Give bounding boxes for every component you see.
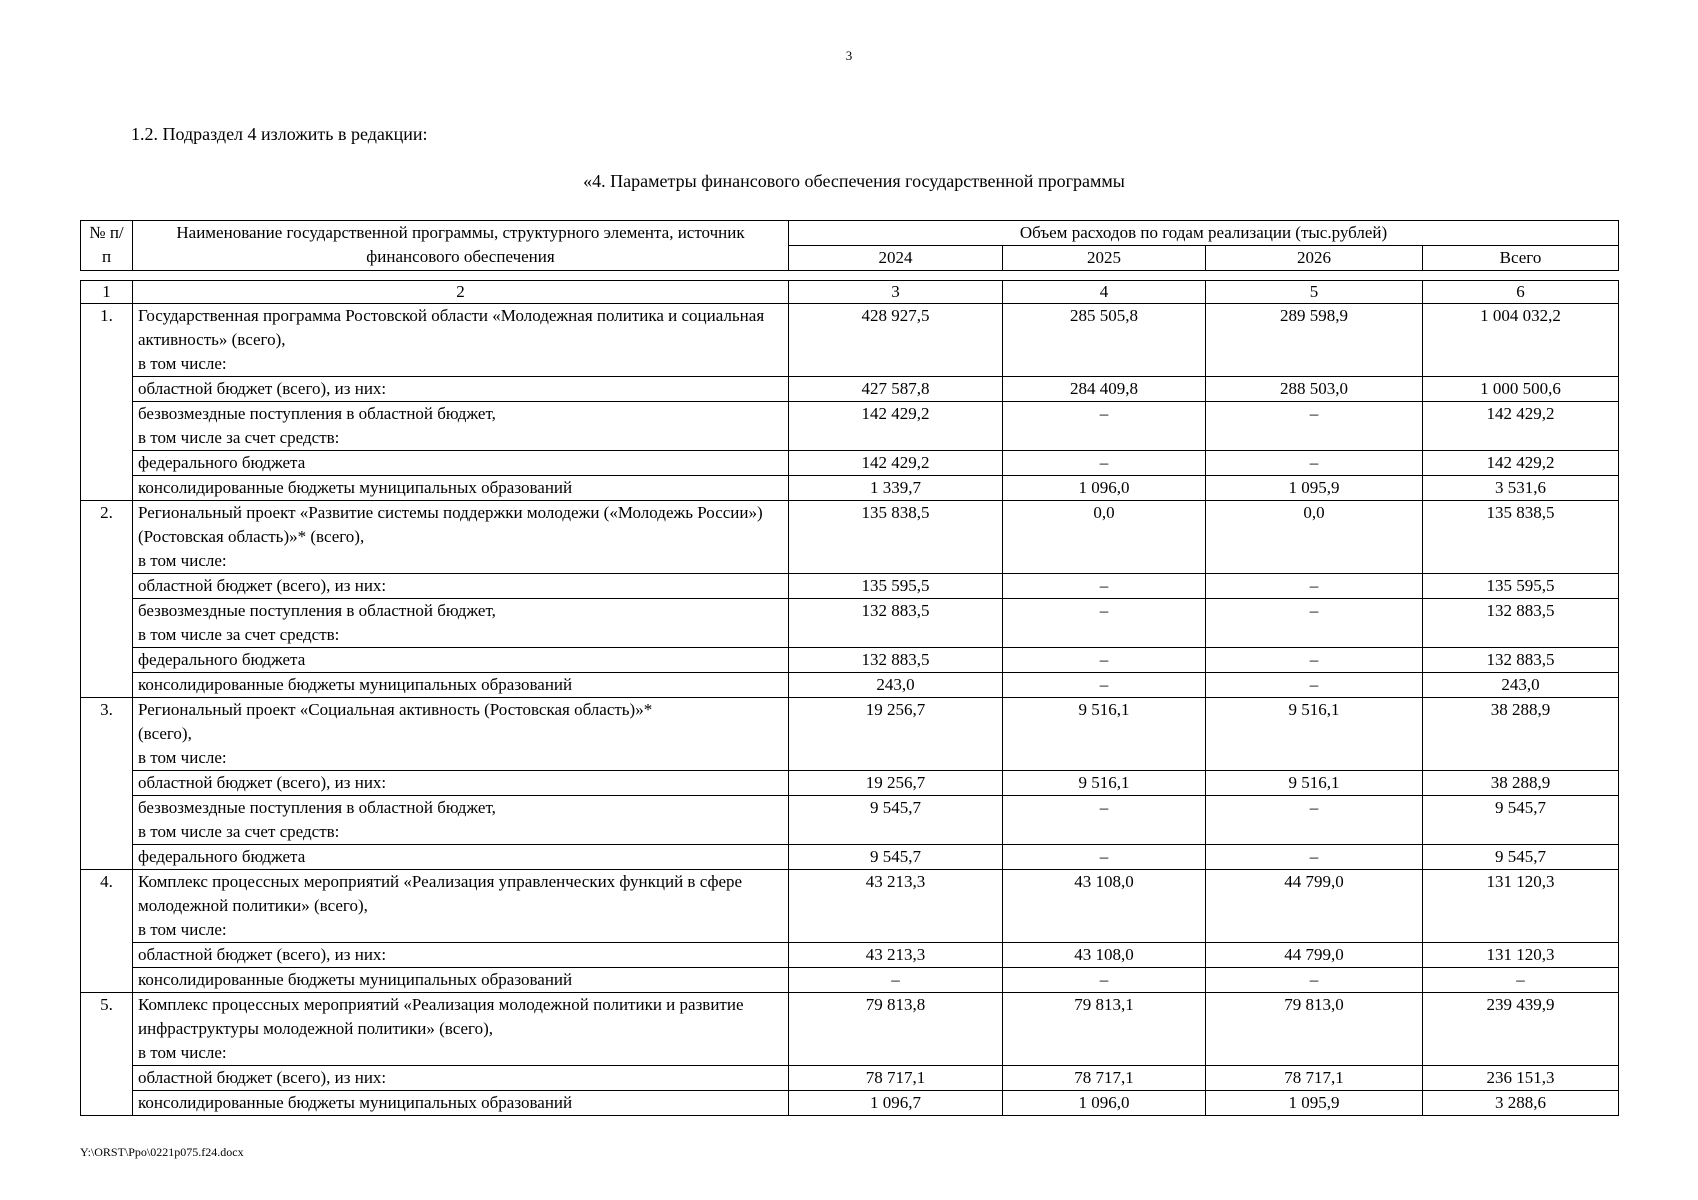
value-total: 131 120,3 bbox=[1423, 943, 1619, 968]
funding-source-name: консолидированные бюджеты муниципальных образований bbox=[133, 968, 789, 993]
value-total: 38 288,9 bbox=[1423, 698, 1619, 771]
column-number: 2 bbox=[133, 281, 789, 304]
value-2025: – bbox=[1003, 574, 1206, 599]
value-2025: 1 096,0 bbox=[1003, 1091, 1206, 1116]
table-row bbox=[81, 870, 1619, 943]
value-2025: – bbox=[1003, 845, 1206, 870]
funding-source-name: федерального бюджета bbox=[133, 845, 789, 870]
value-total: 135 595,5 bbox=[1423, 574, 1619, 599]
value-2024: 135 838,5 bbox=[789, 501, 1003, 574]
value-2024: 1 339,7 bbox=[789, 476, 1003, 501]
table-row bbox=[81, 1066, 1619, 1091]
header-year-2025: 2025 bbox=[1003, 246, 1206, 271]
table-row bbox=[81, 574, 1619, 599]
funding-source-name: безвозмездные поступления в областной бюджет, в том числе за счет средств: bbox=[133, 599, 789, 648]
table-row bbox=[81, 599, 1619, 648]
value-2026: 9 516,1 bbox=[1206, 771, 1423, 796]
value-2025: – bbox=[1003, 599, 1206, 648]
value-2025: – bbox=[1003, 796, 1206, 845]
funding-source-name: федерального бюджета bbox=[133, 451, 789, 476]
value-2024: 428 927,5 bbox=[789, 304, 1003, 377]
program-element-name: Региональный проект «Социальная активность (Ростовская область)»* (всего), в том числе: bbox=[133, 698, 789, 771]
value-2024: 427 587,8 bbox=[789, 377, 1003, 402]
table-row bbox=[81, 993, 1619, 1066]
header-table bbox=[80, 220, 1619, 271]
header-name: Наименование государственной программы, структурного элемента, источник финансового обеспечения bbox=[133, 221, 789, 271]
row-number: 1. bbox=[81, 304, 133, 501]
table-row bbox=[81, 1091, 1619, 1116]
row-number: 4. bbox=[81, 870, 133, 993]
header-num: № п/п bbox=[81, 221, 133, 271]
funding-source-name: безвозмездные поступления в областной бюджет, в том числе за счет средств: bbox=[133, 796, 789, 845]
funding-source-name: консолидированные бюджеты муниципальных образований bbox=[133, 1091, 789, 1116]
program-element-name: Региональный проект «Развитие системы поддержки молодежи («Молодежь России») (Ростовская область)»* (всего), в том числе: bbox=[133, 501, 789, 574]
funding-source-name: консолидированные бюджеты муниципальных образований bbox=[133, 476, 789, 501]
value-2024: 142 429,2 bbox=[789, 451, 1003, 476]
funding-source-name: областной бюджет (всего), из них: bbox=[133, 771, 789, 796]
document-title: «4. Параметры финансового обеспечения государственной программы bbox=[583, 171, 1125, 191]
value-total: 38 288,9 bbox=[1423, 771, 1619, 796]
value-2026: – bbox=[1206, 574, 1423, 599]
header-year-2026: 2026 bbox=[1206, 246, 1423, 271]
value-2025: 0,0 bbox=[1003, 501, 1206, 574]
value-2024: 9 545,7 bbox=[789, 845, 1003, 870]
value-total: 132 883,5 bbox=[1423, 599, 1619, 648]
value-2025: 1 096,0 bbox=[1003, 476, 1206, 501]
value-2024: 135 595,5 bbox=[789, 574, 1003, 599]
value-total: 236 151,3 bbox=[1423, 1066, 1619, 1091]
value-2024: 1 096,7 bbox=[789, 1091, 1003, 1116]
value-2026: 44 799,0 bbox=[1206, 943, 1423, 968]
value-total: 132 883,5 bbox=[1423, 648, 1619, 673]
table-row bbox=[81, 771, 1619, 796]
value-2025: 9 516,1 bbox=[1003, 771, 1206, 796]
value-2024: 243,0 bbox=[789, 673, 1003, 698]
financing-table-body bbox=[81, 281, 1619, 1116]
value-2026: 78 717,1 bbox=[1206, 1066, 1423, 1091]
value-2024: 79 813,8 bbox=[789, 993, 1003, 1066]
value-2024: 19 256,7 bbox=[789, 771, 1003, 796]
value-total: 3 288,6 bbox=[1423, 1091, 1619, 1116]
column-number: 1 bbox=[81, 281, 133, 304]
value-2026: – bbox=[1206, 402, 1423, 451]
value-2024: 43 213,3 bbox=[789, 870, 1003, 943]
table-row bbox=[81, 304, 1619, 377]
value-2026: – bbox=[1206, 599, 1423, 648]
value-total: 9 545,7 bbox=[1423, 796, 1619, 845]
value-2025: 9 516,1 bbox=[1003, 698, 1206, 771]
value-2026: 79 813,0 bbox=[1206, 993, 1423, 1066]
value-total: 1 004 032,2 bbox=[1423, 304, 1619, 377]
column-number: 6 bbox=[1423, 281, 1619, 304]
value-2025: – bbox=[1003, 673, 1206, 698]
table-row bbox=[81, 796, 1619, 845]
value-total: 1 000 500,6 bbox=[1423, 377, 1619, 402]
table-row bbox=[81, 648, 1619, 673]
funding-source-name: областной бюджет (всего), из них: bbox=[133, 943, 789, 968]
value-2024: 9 545,7 bbox=[789, 796, 1003, 845]
funding-source-name: федерального бюджета bbox=[133, 648, 789, 673]
funding-source-name: консолидированные бюджеты муниципальных образований bbox=[133, 673, 789, 698]
header-volume: Объем расходов по годам реализации (тыс.рублей) bbox=[789, 221, 1619, 246]
row-number: 2. bbox=[81, 501, 133, 698]
value-total: 142 429,2 bbox=[1423, 451, 1619, 476]
value-2024: 132 883,5 bbox=[789, 599, 1003, 648]
table-row bbox=[81, 377, 1619, 402]
table-row bbox=[81, 501, 1619, 574]
program-element-name: Государственная программа Ростовской области «Молодежная политика и социальная активность» (всего), в том числе: bbox=[133, 304, 789, 377]
row-number: 5. bbox=[81, 993, 133, 1116]
value-total: 131 120,3 bbox=[1423, 870, 1619, 943]
value-2026: 0,0 bbox=[1206, 501, 1423, 574]
table-row bbox=[81, 476, 1619, 501]
funding-source-name: областной бюджет (всего), из них: bbox=[133, 574, 789, 599]
column-number: 5 bbox=[1206, 281, 1423, 304]
value-total: 243,0 bbox=[1423, 673, 1619, 698]
program-element-name: Комплекс процессных мероприятий «Реализация молодежной политики и развитие инфраструктуры молодежной политики» (всего), в том числе: bbox=[133, 993, 789, 1066]
value-2026: – bbox=[1206, 648, 1423, 673]
page-number: 3 bbox=[845, 48, 853, 63]
value-2024: – bbox=[789, 968, 1003, 993]
table-row bbox=[81, 968, 1619, 993]
value-total: 3 531,6 bbox=[1423, 476, 1619, 501]
funding-source-name: областной бюджет (всего), из них: bbox=[133, 377, 789, 402]
table-row bbox=[81, 943, 1619, 968]
value-2026: 44 799,0 bbox=[1206, 870, 1423, 943]
table-row bbox=[81, 845, 1619, 870]
intro-text: 1.2. Подраздел 4 изложить в редакции: bbox=[131, 124, 428, 144]
value-2026: 1 095,9 bbox=[1206, 476, 1423, 501]
value-2026: 1 095,9 bbox=[1206, 1091, 1423, 1116]
value-total: – bbox=[1423, 968, 1619, 993]
value-2025: – bbox=[1003, 648, 1206, 673]
value-2024: 19 256,7 bbox=[789, 698, 1003, 771]
value-2025: 43 108,0 bbox=[1003, 943, 1206, 968]
header-year-2024: 2024 bbox=[789, 246, 1003, 271]
value-2026: – bbox=[1206, 796, 1423, 845]
table-row bbox=[81, 673, 1619, 698]
value-2026: 288 503,0 bbox=[1206, 377, 1423, 402]
financing-table bbox=[80, 280, 1619, 1116]
value-2025: 43 108,0 bbox=[1003, 870, 1206, 943]
column-number: 4 bbox=[1003, 281, 1206, 304]
program-element-name: Комплекс процессных мероприятий «Реализация управленческих функций в сфере молодежной политики» (всего), в том числе: bbox=[133, 870, 789, 943]
table-row bbox=[81, 402, 1619, 451]
value-2026: 9 516,1 bbox=[1206, 698, 1423, 771]
value-2026: – bbox=[1206, 673, 1423, 698]
value-2025: – bbox=[1003, 402, 1206, 451]
value-2026: – bbox=[1206, 968, 1423, 993]
value-total: 239 439,9 bbox=[1423, 993, 1619, 1066]
value-2024: 132 883,5 bbox=[789, 648, 1003, 673]
column-numbers-row bbox=[81, 281, 1619, 304]
value-total: 9 545,7 bbox=[1423, 845, 1619, 870]
value-2026: 289 598,9 bbox=[1206, 304, 1423, 377]
footer-file-path: Y:\ORST\Ppo\0221p075.f24.docx bbox=[80, 1145, 244, 1159]
value-2025: 285 505,8 bbox=[1003, 304, 1206, 377]
value-2025: 78 717,1 bbox=[1003, 1066, 1206, 1091]
column-number: 3 bbox=[789, 281, 1003, 304]
row-number: 3. bbox=[81, 698, 133, 870]
value-2025: 284 409,8 bbox=[1003, 377, 1206, 402]
value-2025: – bbox=[1003, 968, 1206, 993]
header-total: Всего bbox=[1423, 246, 1619, 271]
value-2026: – bbox=[1206, 845, 1423, 870]
table-row bbox=[81, 451, 1619, 476]
value-2024: 78 717,1 bbox=[789, 1066, 1003, 1091]
funding-source-name: безвозмездные поступления в областной бюджет, в том числе за счет средств: bbox=[133, 402, 789, 451]
value-2024: 142 429,2 bbox=[789, 402, 1003, 451]
value-2025: – bbox=[1003, 451, 1206, 476]
value-2025: 79 813,1 bbox=[1003, 993, 1206, 1066]
value-total: 135 838,5 bbox=[1423, 501, 1619, 574]
funding-source-name: областной бюджет (всего), из них: bbox=[133, 1066, 789, 1091]
value-2024: 43 213,3 bbox=[789, 943, 1003, 968]
value-2026: – bbox=[1206, 451, 1423, 476]
value-total: 142 429,2 bbox=[1423, 402, 1619, 451]
table-row bbox=[81, 698, 1619, 771]
